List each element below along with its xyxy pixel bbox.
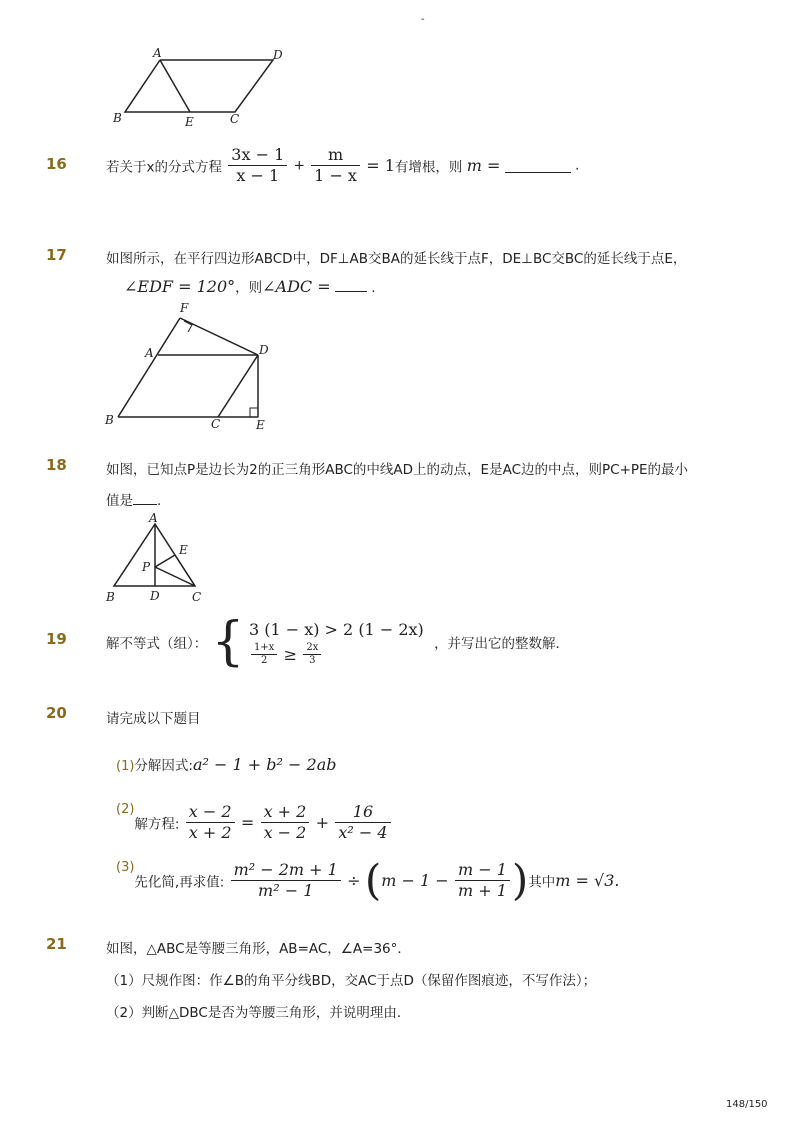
label-a: A [153,46,162,60]
figure-q18 [100,512,210,607]
q17-label-b: B [105,413,114,427]
q20-part1-label: (1) [116,759,135,774]
q20-part3-inner: m − 1 − [381,871,449,890]
q20-part2-label: (2) [116,802,135,817]
q20-part3-div: ÷ [347,871,361,890]
q17-label-a: A [145,346,154,360]
q19-brace: { [211,612,245,672]
q19-ineq1: 3 (1 − x) > 2 (1 − 2x) [248,619,424,639]
q17-angle: ∠EDF = 120° [124,277,236,296]
q19-suffix: ，并写出它的整数解． [434,636,570,652]
q20-part2-frac2 [261,802,310,843]
q16-plus: + [293,157,305,174]
q20-part2-frac2-den: x − 2 [263,823,307,842]
q20-part2-frac3-num: 16 [335,802,390,823]
q18-line2 [106,489,161,509]
q20-part3-where: 其中 [528,874,556,891]
question-16 [106,145,579,186]
label-b: B [113,111,122,125]
q16-frac2-num: m [311,145,360,166]
label-e: E [185,115,194,129]
question-number-18: 18 [46,456,67,474]
q20-part3-text: 先化简,再求值: [134,874,225,891]
q20-part1-text: 分解因式: [134,758,193,774]
q17-answer-blank[interactable] [335,277,367,292]
q18-label-b: B [106,590,115,604]
segment-ae [160,60,190,112]
q17-label-d: D [259,343,269,357]
question-number-21: 21 [46,935,67,953]
q16-answer-blank[interactable] [505,158,571,173]
q18-label-d: D [150,589,160,603]
q16-var: m = [466,156,501,175]
q20-title: 请完成以下题目 [106,711,201,727]
page-number: 148/150 [726,1099,768,1110]
q19-frac2-den: 3 [309,654,316,666]
q17-line2 [124,276,376,296]
q20-part3-frac2-den: m + 1 [457,881,507,900]
q17-label-f: F [180,301,189,315]
header-mark: - [421,14,425,25]
question-number-20: 20 [46,704,67,722]
q16-suffix: 有增根，则 [394,159,463,176]
q17-mid: ，则 [235,280,263,296]
question-number-16: 16 [46,155,67,173]
q20-part2-eq: = [240,813,255,832]
q20-part3-lparen: ( [364,855,382,905]
q16-frac2-den: 1 − x [314,166,357,185]
question-number-19: 19 [46,630,67,648]
q20-part3 [116,855,620,905]
question-19 [106,612,570,672]
q20-part2-frac1 [186,802,235,843]
q20-part3-value: m = √3. [555,871,620,890]
q19-frac1-num: 1+x [251,642,277,655]
q17-label-e: E [256,418,265,432]
q19-prefix: 解不等式（组）： [106,636,208,652]
q20-part3-frac2 [455,860,510,901]
figure-parallelogram-q15 [105,46,300,131]
q20-part3-frac1 [231,860,341,901]
q17-label-c: C [211,417,221,431]
q16-frac1-den: x − 1 [236,166,280,185]
q20-part2-text: 解方程: [134,816,180,833]
q21-line1: 如图，△ABC是等腰三角形，AB=AC，∠A=36°． [106,941,411,957]
q21-line3: （2）判断△DBC是否为等腰三角形，并说明理由． [106,1005,411,1021]
q16-frac1-num: 3x − 1 [228,145,287,166]
q20-part2-plus: + [315,813,330,832]
q20-part3-frac2-num: m − 1 [455,860,510,881]
q20-part2 [116,802,393,843]
parallelogram-abcd [125,60,273,112]
q16-frac1 [228,145,287,186]
q21-line2: （1）尺规作图：作∠B的角平分线BD，交AC于点D（保留作图痕迹，不写作法）； [106,973,597,989]
q16-eq: = 1 [366,156,395,175]
q18-end: . [157,493,162,509]
q16-frac2 [311,145,360,186]
q19-system [249,618,424,667]
q20-part2-frac3-den: x² − 4 [338,823,388,842]
q20-part2-frac1-num: x − 2 [186,802,235,823]
q19-geq: ≥ [283,644,298,664]
q20-part3-frac1-num: m² − 2m + 1 [231,860,341,881]
q18-label-e: E [179,543,188,557]
q16-end: . [574,157,580,174]
label-c: C [230,112,240,126]
figure-q17 [100,300,280,435]
question-number-17: 17 [46,246,67,264]
q20-part2-frac1-den: x + 2 [188,823,232,842]
q16-prefix: 若关于x的分式方程 [106,159,222,176]
q18-line2-text: 值是 [106,493,133,509]
q20-part2-frac3 [335,802,390,843]
label-d: D [273,48,283,62]
q20-part1 [116,754,336,774]
q17-angle2: ∠ADC = [262,277,331,296]
q20-part3-label: (3) [116,860,135,875]
q19-frac1 [251,642,277,667]
q18-answer-blank[interactable] [133,490,157,505]
q18-label-c: C [192,590,202,604]
q19-frac2-num: 2x [303,642,321,655]
q20-part3-frac1-den: m² − 1 [258,881,314,900]
q20-part1-expr: a² − 1 + b² − 2ab [192,755,337,774]
q20-part2-frac2-num: x + 2 [261,802,310,823]
q19-frac2 [303,642,321,667]
q18-label-a: A [149,512,158,525]
q17-line1: 如图所示，在平行四边形ABCD中，DF⊥AB交BA的延长线于点F，DE⊥BC交BC的延长线于点E， [106,251,687,267]
q20-part3-rparen: ) [511,855,529,905]
q18-label-p: P [142,560,151,574]
q19-frac1-den: 2 [260,654,268,666]
q19-ineq2 [249,642,424,667]
q17-end: . [371,280,376,296]
q18-line1: 如图，已知点P是边长为2的正三角形ABC的中线AD上的动点，E是AC边的中点，则PC+PE的最小 [106,462,689,478]
